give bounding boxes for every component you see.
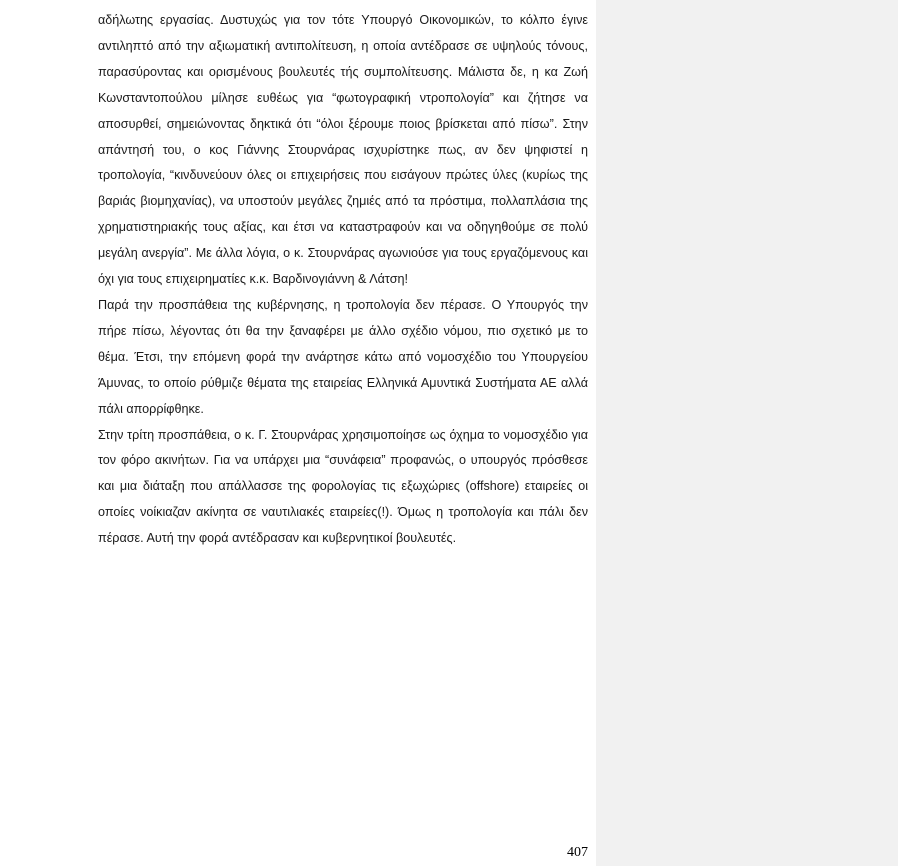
workspace-background <box>596 0 898 866</box>
paragraph-3: Στην τρίτη προσπάθεια, ο κ. Γ. Στουρνάρας χρησιμοποίησε ως όχημα το νομοσχέδιο για τον φόρο ακινήτων. Για να υπάρχει μια “συνάφεια” προφανώς, ο υπουργός πρόσθεσε και μια διάταξη που απάλλασσε της φορολογίας τις εξωχώριες (offshore) εταιρείες οι οποίες νοίκιαζαν ακίνητα σε ναυτιλιακές εταιρείες(!). Όμως η τροπολογία και πάλι δεν πέρασε. Αυτή την φορά αντέδρασαν και κυβερνητικοί βουλευτές. <box>98 427 588 546</box>
paragraph-2: Παρά την προσπάθεια της κυβέρνησης, η τροπολογία δεν πέρασε. Ο Υπουργός την πήρε πίσω, λέγοντας ότι θα την ξαναφέρει με άλλο σχέδιο νόμου, πιο σχετικό με το θέμα. Έτσι, την επόμενη φορά την ανάρτησε κάτω από νομοσχέδιο του Υπουργείου Άμυνας, το οποίο ρύθμιζε θέματα της εταιρείας Ελληνικά Αμυντικά Συστήματα ΑΕ αλλά πάλι απορρίφθηκε. <box>98 297 588 416</box>
paragraph-1: αδήλωτης εργασίας. Δυστυχώς για τον τότε Υπουργό Οικονομικών, το κόλπο έγινε αντιληπτό από την αξιωματική αντιπολίτευση, η οποία αντέδρασε σε υψηλούς τόνους, παρασύροντας και ορισμένους βουλευτές τής συμπολίτευσης. Μάλιστα δε, η κα Ζωή Κωνσταντοπούλου μίλησε ευθέως για “φωτογραφική ντροπολογία” και ζήτησε να αποσυρθεί, σημειώνοντας δηκτικά ότι “όλοι ξέρουμε ποιος βρίσκεται από πίσω”. Στην απάντησή του, ο κος Γιάννης Στουρνάρας ισχυρίστηκε πως, αν δεν ψηφιστεί η τροπολογία, “κινδυνεύουν όλες οι επιχειρήσεις που εισάγουν πρώτες ύλες (κυρίως της βαριάς βιομηχανίας), να υποστούν μεγάλες ζημιές από τα πρόστιμα, πολλαπλάσια της χρηματιστηριακής τους αξίας, και έτσι να καταστραφούν και να οδηγηθούμε σε πολύ μεγάλη ανεργία”. Με άλλα λόγια, ο κ. Στουρνάρας αγωνιούσε για τους εργαζόμενους και όχι για τους επιχειρηματίες κ.κ. Βαρδινογιάννη & Λάτση! <box>98 13 588 287</box>
page-number: 407 <box>567 845 588 860</box>
body-text <box>98 8 588 552</box>
